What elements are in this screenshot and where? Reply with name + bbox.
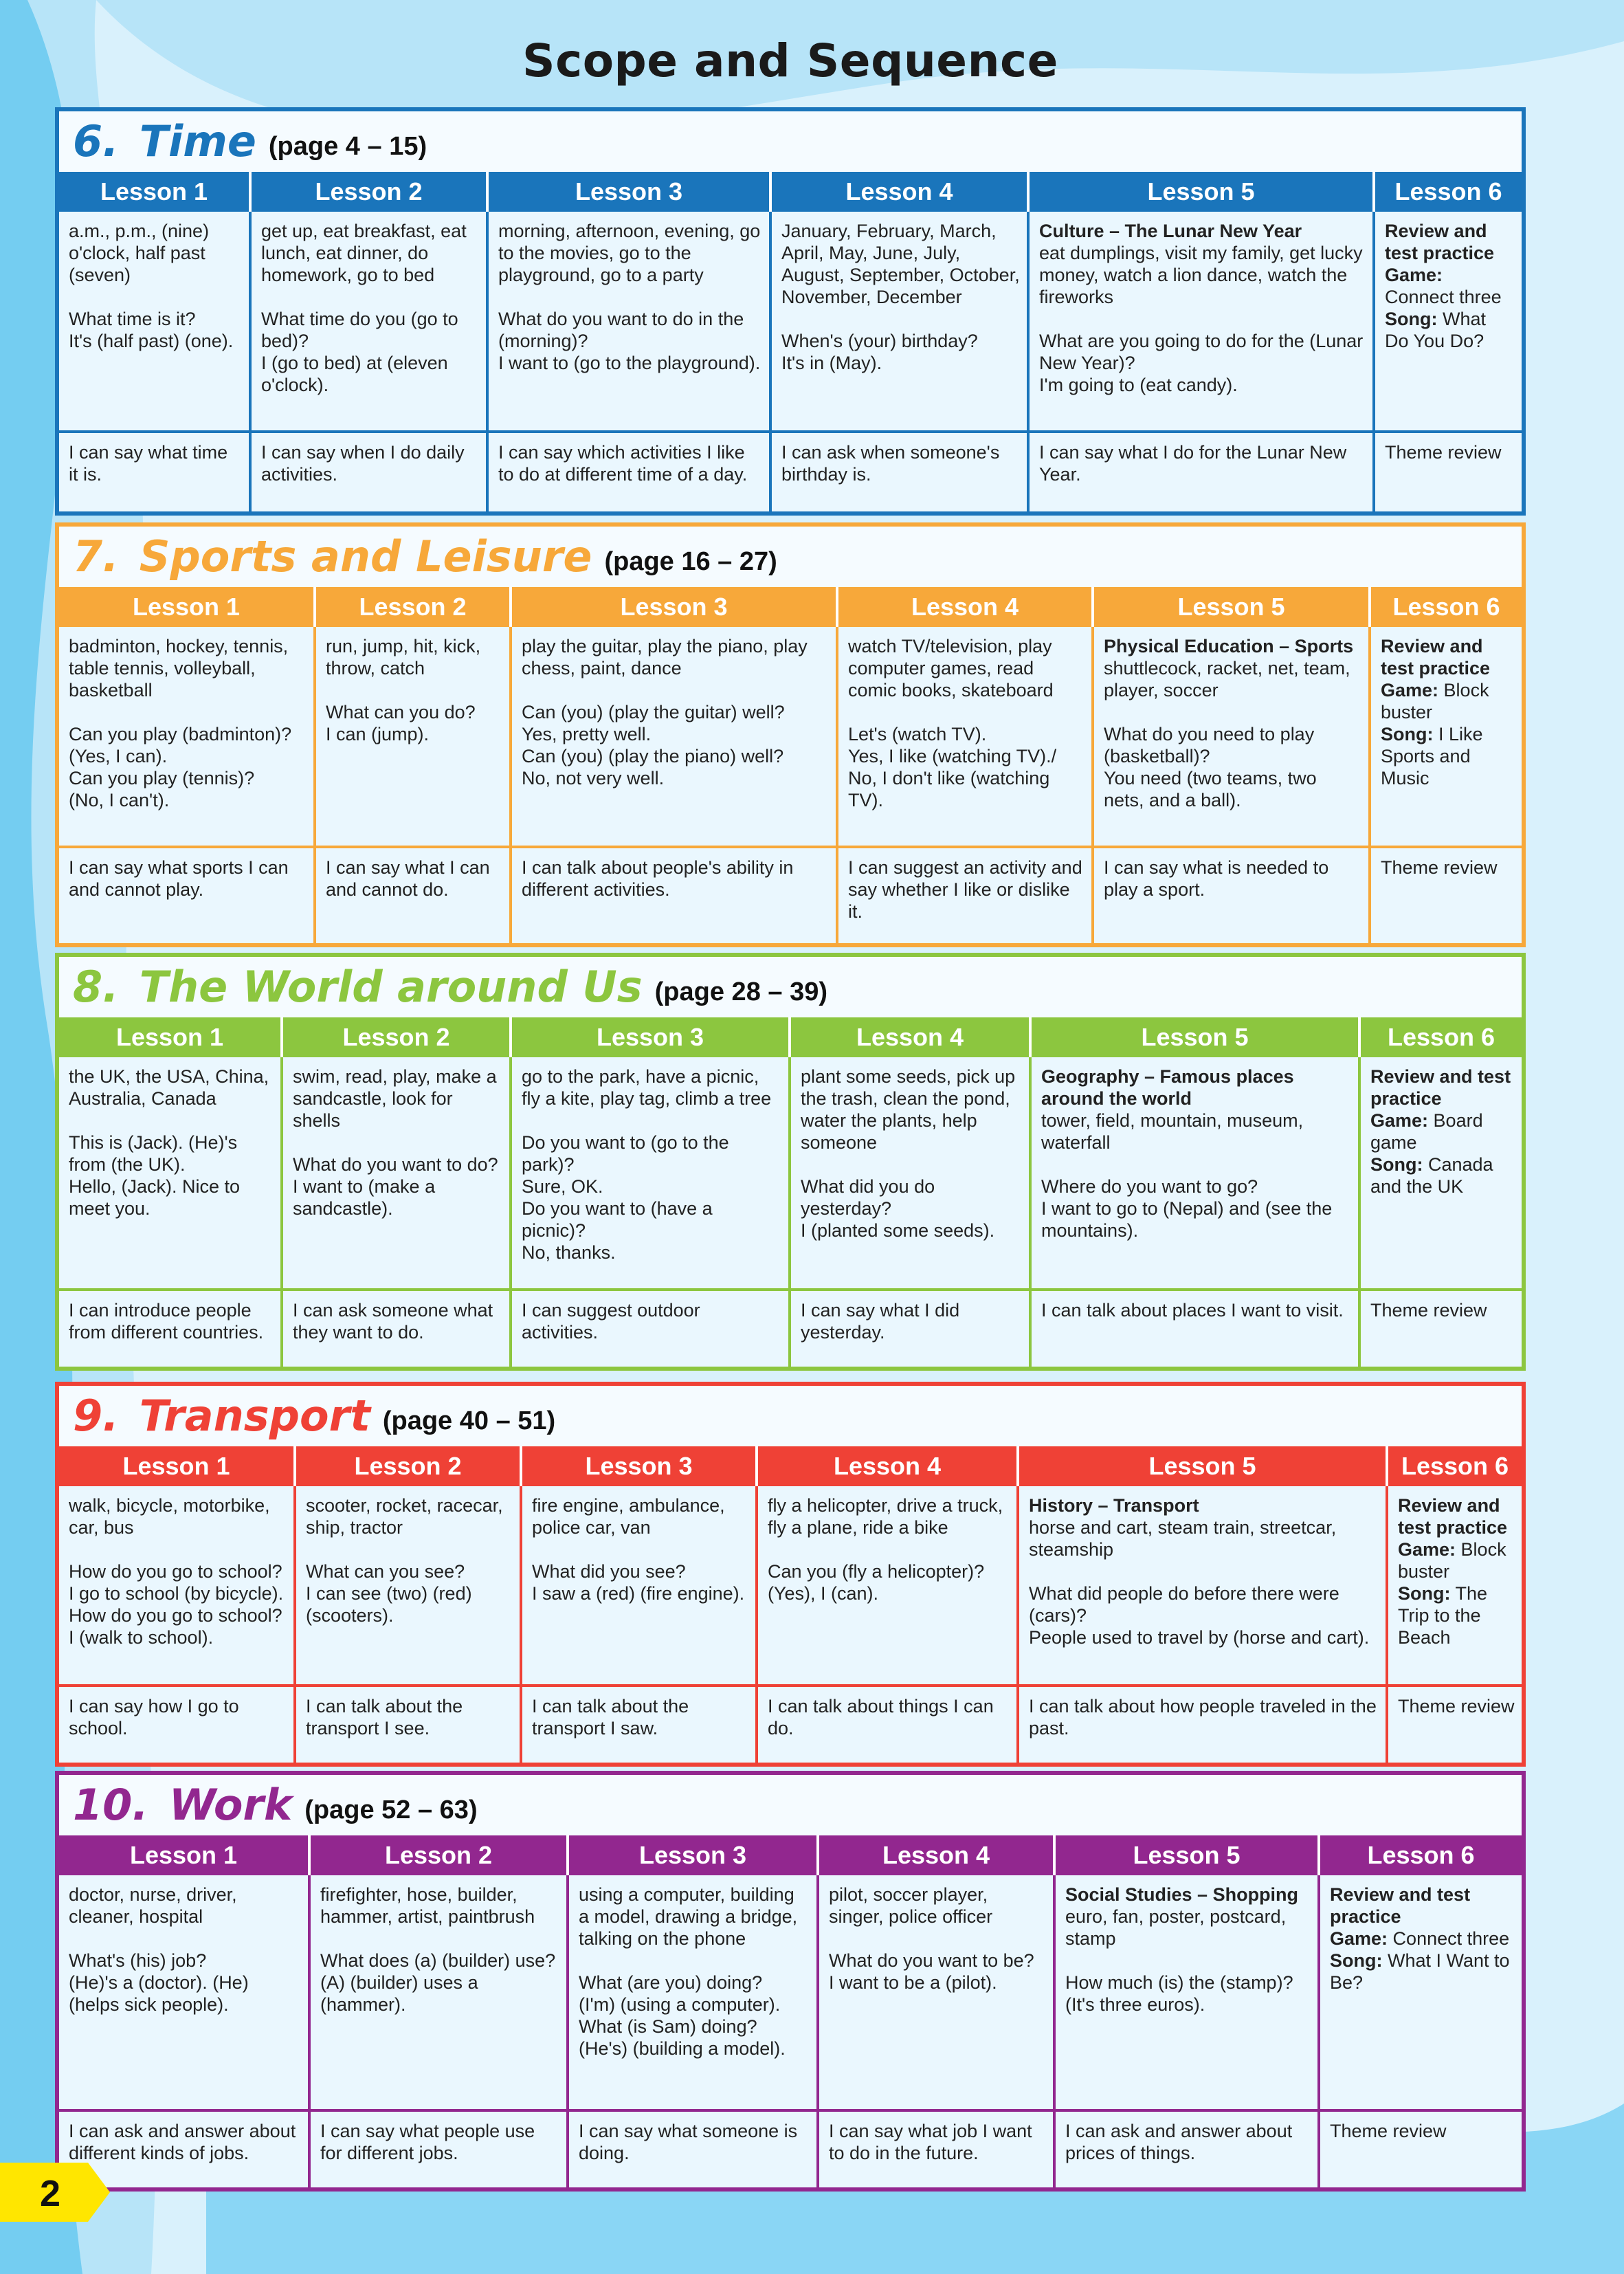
lesson-header: Lesson 5 xyxy=(1054,1835,1319,1875)
unit-pages: (page 16 – 27) xyxy=(604,547,777,576)
lesson-content: using a computer, building a model, drawing a bridge, talking on the phone What (are you) doing? (I'm) (using a computer). What (is Sam) doing? (He's) (building a model). xyxy=(579,1884,798,2059)
lesson-header-row xyxy=(59,587,1522,627)
can-do-statement: I can talk about the transport I see. xyxy=(295,1686,521,1763)
lesson-content: Game: Block buster Song: I Like Sports and Music xyxy=(1381,680,1489,788)
lesson-heading: Physical Education – Sports xyxy=(1104,636,1354,656)
lesson-content-cell xyxy=(315,627,511,847)
lesson-heading: Review and test practice xyxy=(1381,636,1491,678)
lesson-header: Lesson 5 xyxy=(1093,587,1370,627)
unit-title-bar xyxy=(59,1386,1522,1446)
lesson-content: shuttlecock, racket, net, team, player, soccer What do you need to play (basketball)? You need (two teams, two nets, and a ball). xyxy=(1104,658,1350,810)
lesson-header: Lesson 2 xyxy=(309,1835,568,1875)
can-do-statement: I can say which activities I like to do at different time of a day. xyxy=(487,432,770,511)
can-do-statement: Theme review xyxy=(1370,847,1522,943)
can-do-row xyxy=(59,432,1522,511)
can-do-statement: I can introduce people from different countries. xyxy=(59,1290,282,1367)
lesson-content-cell xyxy=(1359,1057,1522,1290)
lesson-content-cell xyxy=(837,627,1093,847)
lesson-content-row xyxy=(59,627,1522,847)
lesson-content: eat dumplings, visit my family, get lucky money, watch a lion dance, watch the fireworks What are you going to do for the (Lunar New Year)? I'm going to (eat candy). xyxy=(1039,243,1364,395)
lesson-header: Lesson 3 xyxy=(521,1446,757,1486)
unit-pages: (page 40 – 51) xyxy=(382,1406,556,1435)
lesson-content-cell xyxy=(309,1875,568,2110)
lesson-header: Lesson 2 xyxy=(282,1017,511,1057)
can-do-row xyxy=(59,2110,1522,2187)
can-do-statement: Theme review xyxy=(1319,2110,1522,2187)
unit-title-bar xyxy=(59,527,1522,587)
can-do-statement: I can talk about things I can do. xyxy=(757,1686,1018,1763)
lesson-header: Lesson 4 xyxy=(818,1835,1054,1875)
lesson-content: doctor, nurse, driver, cleaner, hospital What's (his) job? (He)'s a (doctor). (He) (helps sick people). xyxy=(69,1884,249,2015)
lesson-header: Lesson 1 xyxy=(59,172,250,212)
can-do-statement: I can talk about how people traveled in the past. xyxy=(1018,1686,1387,1763)
lesson-content: firefighter, hose, builder, hammer, artist, paintbrush What does (a) (builder) use? (A) (builder) uses a (hammer). xyxy=(320,1884,556,2015)
can-do-statement: I can say what time it is. xyxy=(59,432,250,511)
lesson-header-row xyxy=(59,1835,1522,1875)
lesson-content-cell xyxy=(250,212,487,432)
unit-number: 9. xyxy=(73,1391,119,1441)
unit-number: 6. xyxy=(73,116,119,166)
lesson-content: horse and cart, steam train, streetcar, steamship What did people do before there were (cars)? People used to travel by (horse and cart). xyxy=(1029,1517,1370,1648)
lesson-content: swim, read, play, make a sandcastle, look for shells What do you want to do? I want to (make a sandcastle). xyxy=(293,1066,498,1219)
can-do-statement: I can say what people use for different jobs. xyxy=(309,2110,568,2187)
unit-name: The World around Us xyxy=(139,962,643,1012)
lesson-header: Lesson 4 xyxy=(837,587,1093,627)
lesson-content-cell xyxy=(790,1057,1030,1290)
can-do-statement: I can say what sports I can and cannot play. xyxy=(59,847,315,943)
lesson-header: Lesson 6 xyxy=(1374,172,1522,212)
can-do-statement: I can ask and answer about different kinds of jobs. xyxy=(59,2110,309,2187)
can-do-statement: I can ask and answer about prices of things. xyxy=(1054,2110,1319,2187)
lesson-content-cell xyxy=(295,1486,521,1686)
can-do-statement: I can suggest an activity and say whether I like or dislike it. xyxy=(837,847,1093,943)
can-do-statement: I can say how I go to school. xyxy=(59,1686,295,1763)
lesson-content: the UK, the USA, China, Australia, Canada This is (Jack). (He)'s from (the UK). Hello, (Jack). Nice to meet you. xyxy=(69,1066,269,1219)
can-do-statement: Theme review xyxy=(1359,1290,1522,1367)
unit-title-bar xyxy=(59,111,1522,172)
lesson-content: tower, field, mountain, museum, waterfall Where do you want to go? I want to go to (Nepal) and (see the mountains). xyxy=(1041,1110,1333,1241)
lesson-table xyxy=(59,587,1522,943)
unit-number: 7. xyxy=(73,531,119,582)
lesson-content: fly a helicopter, drive a truck, fly a plane, ride a bike Can you (fly a helicopter)? (Yes), I (can). xyxy=(768,1495,1003,1604)
lesson-content-cell xyxy=(1319,1875,1522,2110)
lesson-header: Lesson 3 xyxy=(511,587,837,627)
lesson-content: go to the park, have a picnic, fly a kite, play tag, climb a tree Do you want to (go to the park)? Sure, OK. Do you want to (have a picnic)? No, thanks. xyxy=(522,1066,772,1263)
lesson-content: plant some seeds, pick up the trash, clean the pond, water the plants, help someone What did you do yesterday? I (planted some seeds). xyxy=(801,1066,1016,1241)
lesson-content-cell xyxy=(59,627,315,847)
lesson-heading: Review and test practice xyxy=(1370,1066,1511,1109)
unit-number: 10. xyxy=(73,1780,148,1830)
lesson-header: Lesson 1 xyxy=(59,1017,282,1057)
lesson-header: Lesson 6 xyxy=(1387,1446,1522,1486)
lesson-content-cell xyxy=(1370,627,1522,847)
can-do-statement: I can suggest outdoor activities. xyxy=(511,1290,790,1367)
page-number: 2 xyxy=(40,2173,61,2214)
lesson-header: Lesson 2 xyxy=(295,1446,521,1486)
can-do-statement: Theme review xyxy=(1374,432,1522,511)
can-do-statement: I can talk about places I want to visit. xyxy=(1030,1290,1359,1367)
lesson-content: January, February, March, April, May, June, July, August, September, October, November, December When's (your) birthday? It's in (May). xyxy=(781,221,1020,373)
can-do-statement: I can say what I can and cannot do. xyxy=(315,847,511,943)
lesson-header: Lesson 4 xyxy=(770,172,1028,212)
lesson-header: Lesson 6 xyxy=(1370,587,1522,627)
lesson-content-cell xyxy=(1030,1057,1359,1290)
unit-pages: (page 52 – 63) xyxy=(304,1795,478,1824)
lesson-content-cell xyxy=(757,1486,1018,1686)
lesson-content: walk, bicycle, motorbike, car, bus How do you go to school? I go to school (by bicycle). How do you go to school? I (walk to school). xyxy=(69,1495,284,1648)
lesson-header: Lesson 6 xyxy=(1319,1835,1522,1875)
lesson-content: a.m., p.m., (nine) o'clock, half past (seven) What time is it? It's (half past) (one). xyxy=(69,221,234,351)
lesson-content: watch TV/television, play computer games, read comic books, skateboard Let's (watch TV). Yes, I like (watching TV)./ No, I don't like (watching TV). xyxy=(848,636,1057,810)
lesson-header-row xyxy=(59,1017,1522,1057)
lesson-content-cell xyxy=(521,1486,757,1686)
lesson-header: Lesson 1 xyxy=(59,1835,309,1875)
lesson-header: Lesson 3 xyxy=(487,172,770,212)
lesson-content: Game: Connect three Song: What I Want to Be? xyxy=(1330,1928,1510,1993)
can-do-statement: I can talk about the transport I saw. xyxy=(521,1686,757,1763)
unit-name: Time xyxy=(139,116,256,166)
can-do-statement: I can say when I do daily activities. xyxy=(250,432,487,511)
unit-title-bar xyxy=(59,1775,1522,1835)
unit-section xyxy=(55,522,1526,947)
unit-pages: (page 4 – 15) xyxy=(268,131,427,161)
lesson-content-cell xyxy=(770,212,1028,432)
lesson-content: Game: Block buster Song: The Trip to the Beach xyxy=(1398,1539,1506,1648)
can-do-row xyxy=(59,1290,1522,1367)
can-do-statement: I can say what someone is doing. xyxy=(568,2110,818,2187)
lesson-content-row xyxy=(59,1486,1522,1686)
can-do-statement: Theme review xyxy=(1387,1686,1522,1763)
lesson-content-cell xyxy=(568,1875,818,2110)
unit-name: Transport xyxy=(139,1391,370,1441)
can-do-row xyxy=(59,847,1522,943)
lesson-header-row xyxy=(59,172,1522,212)
lesson-header: Lesson 6 xyxy=(1359,1017,1522,1057)
can-do-statement: I can say what job I want to do in the future. xyxy=(818,2110,1054,2187)
lesson-header: Lesson 5 xyxy=(1028,172,1374,212)
lesson-header: Lesson 1 xyxy=(59,587,315,627)
lesson-content-cell xyxy=(59,1057,282,1290)
unit-name: Work xyxy=(168,1780,293,1830)
lesson-content: run, jump, hit, kick, throw, catch What can you do? I can (jump). xyxy=(326,636,481,744)
lesson-table xyxy=(59,172,1522,511)
can-do-statement: I can talk about people's ability in different activities. xyxy=(511,847,837,943)
lesson-content-cell xyxy=(282,1057,511,1290)
lesson-header: Lesson 2 xyxy=(250,172,487,212)
lesson-header: Lesson 2 xyxy=(315,587,511,627)
lesson-heading: Culture – The Lunar New Year xyxy=(1039,221,1302,241)
lesson-header: Lesson 1 xyxy=(59,1446,295,1486)
lesson-content-cell xyxy=(818,1875,1054,2110)
lesson-content-cell xyxy=(1093,627,1370,847)
lesson-heading: Review and test practice xyxy=(1330,1884,1471,1927)
lesson-header: Lesson 3 xyxy=(568,1835,818,1875)
lesson-content: get up, eat breakfast, eat lunch, eat dinner, do homework, go to bed What time do you (go to bed)? I (go to bed) at (eleven o'clock). xyxy=(261,221,467,395)
can-do-statement: I can ask someone what they want to do. xyxy=(282,1290,511,1367)
lesson-content: play the guitar, play the piano, play chess, paint, dance Can (you) (play the guitar) well? Yes, pretty well. Can (you) (play the piano) well? No, not very well. xyxy=(522,636,808,788)
lesson-header: Lesson 4 xyxy=(790,1017,1030,1057)
lesson-content: pilot, soccer player, singer, police officer What do you want to be? I want to be a (pilot). xyxy=(829,1884,1034,1993)
can-do-statement: I can say what is needed to play a sport. xyxy=(1093,847,1370,943)
lesson-heading: Social Studies – Shopping xyxy=(1065,1884,1299,1905)
lesson-content-cell xyxy=(59,1875,309,2110)
lesson-table xyxy=(59,1017,1522,1367)
page-title: Scope and Sequence xyxy=(522,34,1058,87)
unit-title-bar xyxy=(59,957,1522,1017)
lesson-content-row xyxy=(59,212,1522,432)
unit-pages: (page 28 – 39) xyxy=(654,977,827,1006)
lesson-content-cell xyxy=(511,627,837,847)
lesson-header: Lesson 4 xyxy=(757,1446,1018,1486)
lesson-content: euro, fan, poster, postcard, stamp How much (is) the (stamp)? (It's three euros). xyxy=(1065,1906,1293,2015)
lesson-content: badminton, hockey, tennis, table tennis, volleyball, basketball Can you play (badminton)? (Yes, I can). Can you play (tennis)? (No, I can't). xyxy=(69,636,292,810)
lesson-content-row xyxy=(59,1057,1522,1290)
lesson-content: scooter, rocket, racecar, ship, tractor What can you see? I can see (two) (red) (scooters). xyxy=(306,1495,503,1626)
lesson-heading: Geography – Famous places around the world xyxy=(1041,1066,1294,1109)
unit-section xyxy=(55,107,1526,516)
lesson-content-cell xyxy=(1374,212,1522,432)
lesson-table xyxy=(59,1835,1522,2187)
unit-section xyxy=(55,953,1526,1371)
lesson-content-cell xyxy=(1054,1875,1319,2110)
unit-section xyxy=(55,1771,1526,2192)
lesson-heading: Review and test practice xyxy=(1398,1495,1508,1538)
unit-section xyxy=(55,1382,1526,1767)
can-do-statement: I can ask when someone's birthday is. xyxy=(770,432,1028,511)
lesson-content: morning, afternoon, evening, go to the movies, go to the playground, go to a party What do you want to do in the (morning)? I want to (go to the playground). xyxy=(498,221,761,373)
lesson-header: Lesson 5 xyxy=(1018,1446,1387,1486)
can-do-statement: I can say what I did yesterday. xyxy=(790,1290,1030,1367)
lesson-table xyxy=(59,1446,1522,1763)
lesson-header: Lesson 5 xyxy=(1030,1017,1359,1057)
lesson-header-row xyxy=(59,1446,1522,1486)
lesson-content: Game: Connect three Song: What Do You Do? xyxy=(1385,265,1502,351)
lesson-content-cell xyxy=(59,212,250,432)
lesson-content: fire engine, ambulance, police car, van What did you see? I saw a (red) (fire engine). xyxy=(532,1495,745,1604)
can-do-row xyxy=(59,1686,1522,1763)
lesson-content-cell xyxy=(1018,1486,1387,1686)
lesson-content: Game: Board game Song: Canada and the UK xyxy=(1370,1110,1493,1197)
unit-name: Sports and Leisure xyxy=(139,531,592,582)
lesson-content-cell xyxy=(511,1057,790,1290)
lesson-heading: History – Transport xyxy=(1029,1495,1199,1516)
lesson-content-cell xyxy=(59,1486,295,1686)
lesson-content-cell xyxy=(1387,1486,1522,1686)
lesson-content-cell xyxy=(487,212,770,432)
lesson-content-cell xyxy=(1028,212,1374,432)
can-do-statement: I can say what I do for the Lunar New Year. xyxy=(1028,432,1374,511)
lesson-header: Lesson 3 xyxy=(511,1017,790,1057)
lesson-heading: Review and test practice xyxy=(1385,221,1495,263)
lesson-content-row xyxy=(59,1875,1522,2110)
unit-number: 8. xyxy=(73,962,119,1012)
